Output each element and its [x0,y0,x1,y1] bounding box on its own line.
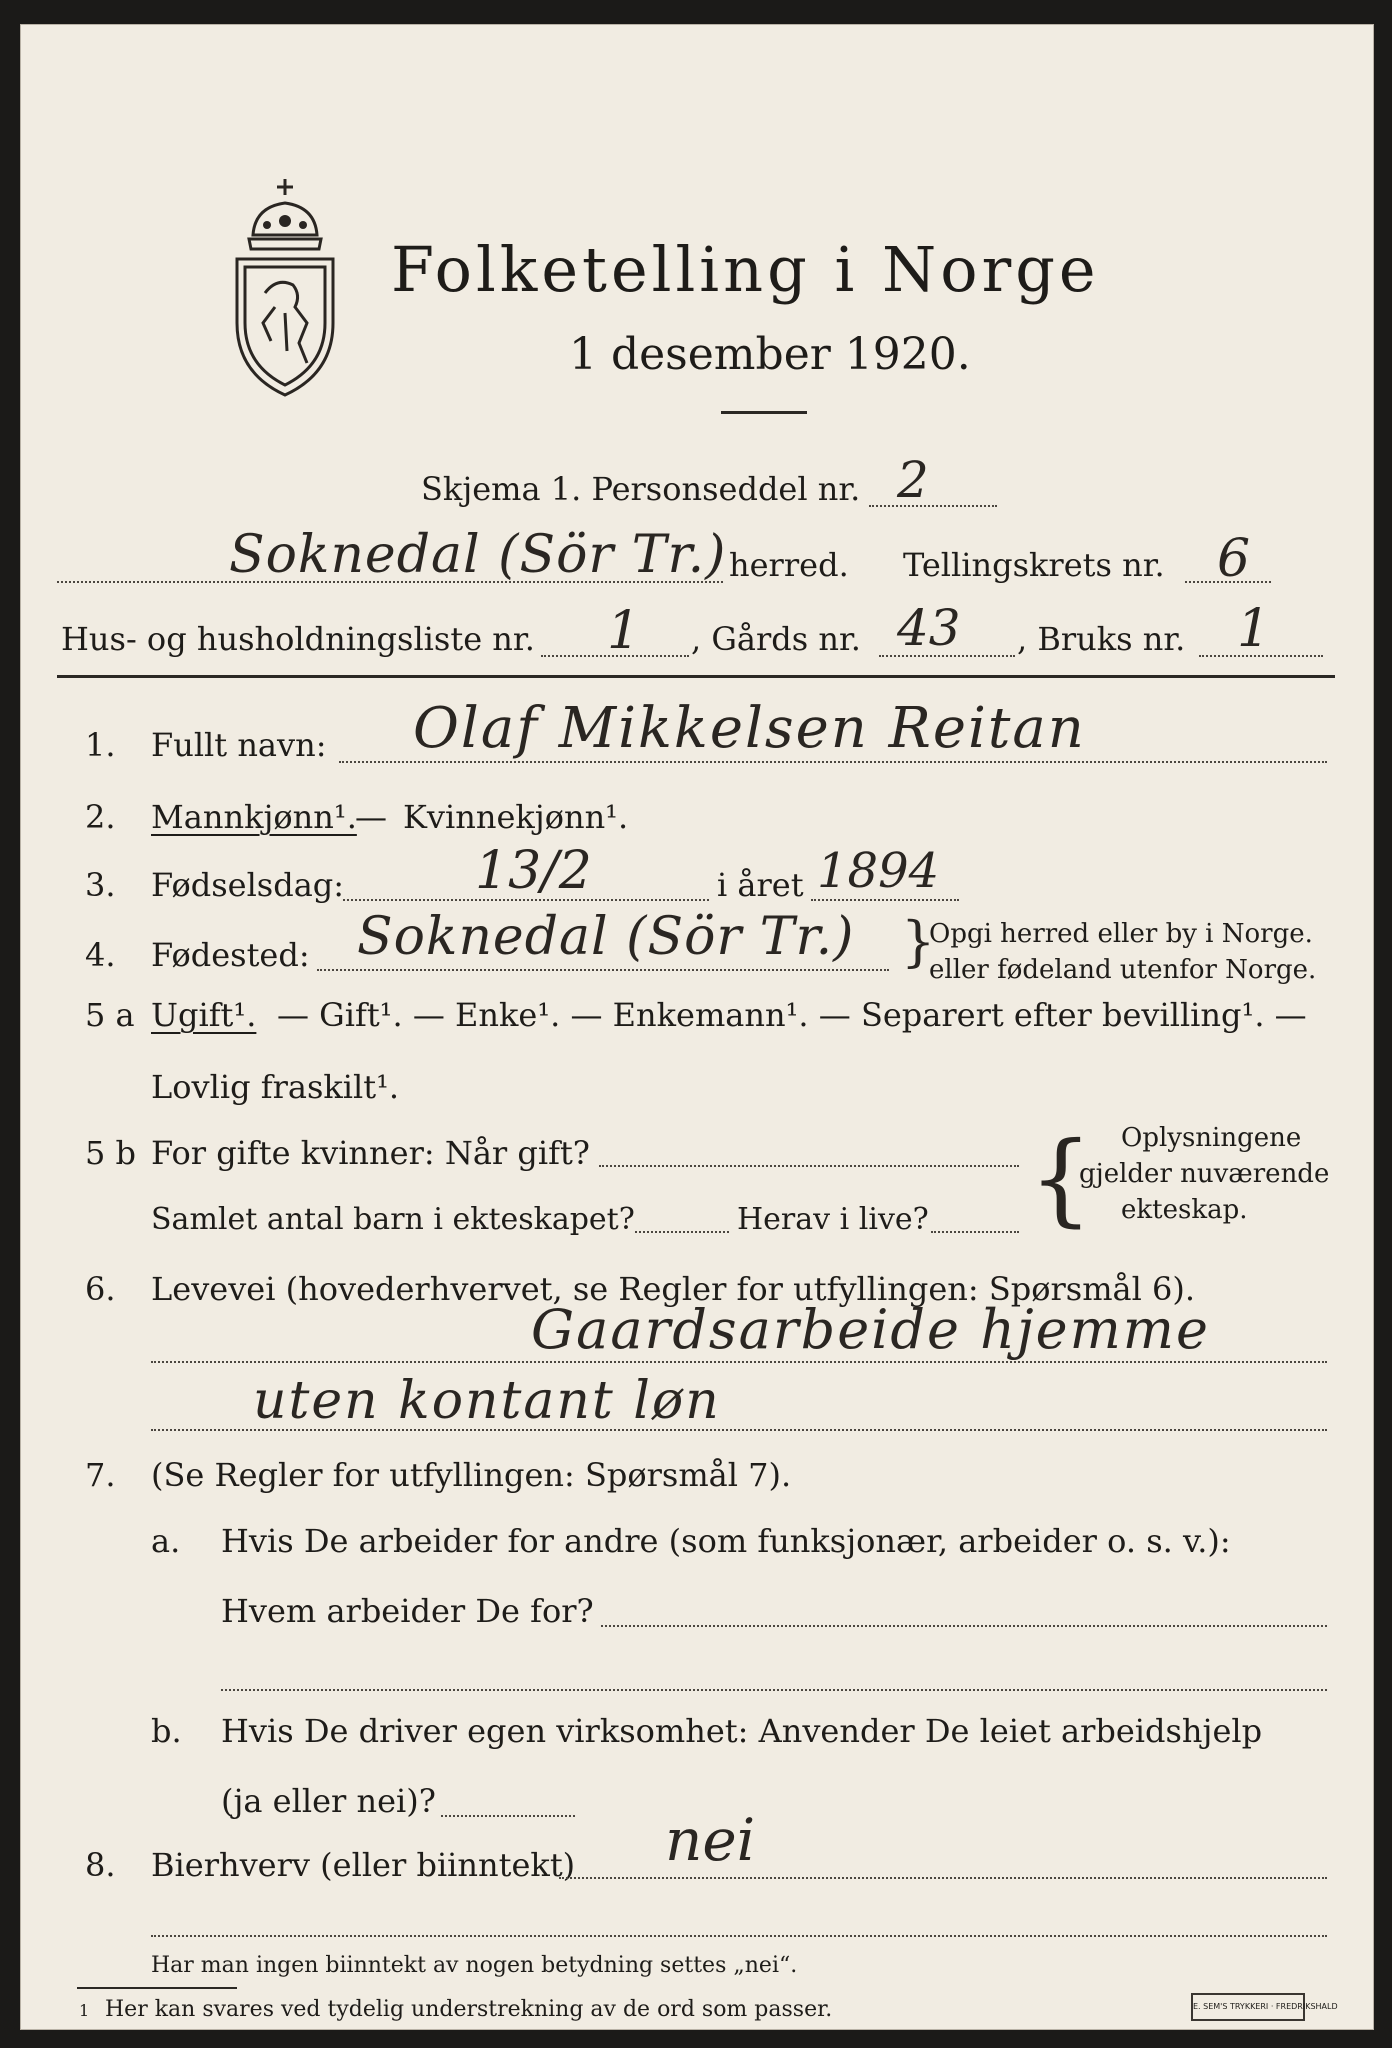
q5b-number: 5 b [85,1134,137,1172]
census-form [20,24,1374,2030]
hus-label: Hus- og husholdningsliste nr. [61,620,535,658]
q4-field[interactable] [317,969,889,971]
q5a-other-options[interactable]: — Gift¹. — Enke¹. — Enkemann¹. — Separert efter bevilling¹. — [277,996,1307,1034]
q4-value: Soknedal (Sör Tr.) [357,907,855,967]
hus-value: 1 [607,601,641,661]
q5b-note-3: ekteskap. [1121,1195,1248,1225]
q2-male-option[interactable]: Mannkjønn¹. [151,798,357,836]
q7a-label: Hvis De arbeider for andre (som funksjonær, arbeider o. s. v.): [221,1522,1231,1560]
q5b-brace: { [1029,1120,1093,1237]
q7a-field-2[interactable] [221,1689,1327,1691]
q3-year-value: 1894 [817,843,940,899]
q3-label: Fødselsdag: [151,866,345,904]
nei-note: Har man ingen biinntekt av nogen betydning settes „nei“. [151,1953,798,1978]
q7a-question: Hvem arbeider De for? [221,1592,594,1630]
q7a-number: a. [151,1522,181,1560]
q8-field-2[interactable] [151,1935,1327,1937]
q6-value-1: Gaardsarbeide hjemme [531,1298,1210,1361]
q7b-number: b. [151,1712,182,1750]
krets-value: 6 [1217,529,1251,589]
q5b-married-field[interactable] [599,1165,1019,1167]
footnote-divider [77,1987,237,1989]
schema-value: 2 [897,451,929,509]
q3-value: 13/2 [475,841,592,901]
q5b-note-1: Oplysningene [1121,1123,1302,1153]
q2-separator: — [355,798,387,836]
q7b-label: Hvis De driver egen virksomhet: Anvender De leiet arbeidshjelp [221,1712,1263,1750]
q6-field-1[interactable] [151,1361,1327,1363]
q8-value: nei [665,1806,756,1874]
q4-brace: } [901,910,936,973]
printer-stamp [1191,1993,1338,2021]
q6-label: Levevei (hovederhvervet, se Regler for utfyllingen: Spørsmål 6). [151,1270,1196,1308]
title-divider [721,411,807,414]
q5a-number: 5 a [85,996,135,1034]
bruks-value: 1 [1237,599,1271,659]
q8-field[interactable] [559,1877,1327,1879]
q3-year-label: i året [717,866,804,904]
q4-label: Fødested: [151,936,310,974]
q5b-note-2: gjelder nuværende [1079,1159,1330,1189]
q1-number: 1. [85,726,116,764]
footnote-text: Her kan svares ved tydelig understrekning av de ord som passer. [105,1997,833,2022]
footnote-number: 1 [79,2001,90,2020]
header-divider [57,675,1335,678]
q6-value-2: uten kontant løn [253,1371,721,1431]
herred-label: herred. [729,546,849,584]
gards-label: , Gårds nr. [691,620,861,658]
q3-number: 3. [85,866,116,904]
q6-number: 6. [85,1270,116,1308]
q5b-alive-field[interactable] [931,1231,1019,1233]
q5a-ugift-option[interactable]: Ugift¹. [151,996,257,1034]
herred-value: Soknedal (Sör Tr.) [229,525,727,585]
q5a-fraskilt-option[interactable]: Lovlig fraskilt¹. [151,1068,400,1106]
krets-label: Tellingskrets nr. [903,546,1165,584]
form-date: 1 desember 1920. [569,329,971,380]
q7b-question: (ja eller nei)? [221,1782,436,1820]
q7-label: (Se Regler for utfyllingen: Spørsmål 7). [151,1456,792,1494]
printer-stamp-text: E. SEM'S TRYKKERI · FREDRIKSHALD [1193,2002,1338,2011]
schema-field[interactable] [869,505,997,507]
q1-field[interactable] [339,761,1327,763]
q7b-field[interactable] [441,1815,575,1817]
q5b-label-alive: Herav i live? [737,1202,929,1237]
q4-note-2: eller fødeland utenfor Norge. [929,955,1317,985]
form-title: Folketelling i Norge [391,233,1100,306]
bruks-label: , Bruks nr. [1017,620,1186,658]
q3-year-field[interactable] [811,899,959,901]
coat-of-arms-icon [215,173,355,403]
q8-number: 8. [85,1846,116,1884]
q4-number: 4. [85,936,116,974]
q2-number: 2. [85,798,116,836]
q7a-field-1[interactable] [601,1625,1327,1627]
q2-female-option[interactable]: Kvinnekjønn¹. [403,798,629,836]
q8-label: Bierhverv (eller biinntekt) [151,1846,576,1884]
schema-label: Skjema 1. Personseddel nr. [421,470,861,508]
q5b-label-children: Samlet antal barn i ekteskapet? [151,1202,635,1237]
q5b-label-married: For gifte kvinner: Når gift? [151,1134,590,1172]
gards-value: 43 [897,599,961,657]
q7-number: 7. [85,1456,116,1494]
q5b-children-field[interactable] [635,1231,729,1233]
q4-note-1: Opgi herred eller by i Norge. [929,919,1313,949]
q1-label: Fullt navn: [151,726,327,764]
q1-value: Olaf Mikkelsen Reitan [413,696,1086,761]
